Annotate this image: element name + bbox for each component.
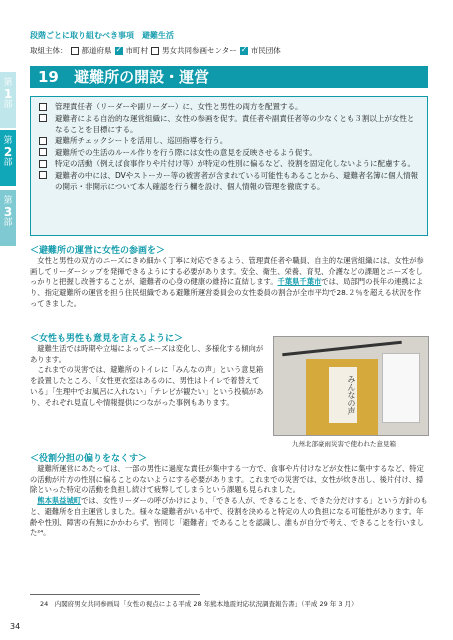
subject-label: 取組主体：: [30, 46, 68, 55]
checkbox-icon: [39, 114, 47, 122]
side-tab-part2[interactable]: 第 2 部: [0, 130, 16, 186]
opinion-box-label: みんなの声: [329, 367, 357, 423]
subject-row: 取組主体： 都道府県 ✓ 市町村 男女共同参画センター ✓ 市民団体: [30, 45, 430, 56]
checklist-item: 避難者による自治的な運営組織に、女性の参画を促す。責任者や副責任者等の少なくとも３割以上が女性となることを目標にする。: [39, 113, 419, 135]
subject-checkbox-prefecture: [71, 47, 79, 55]
section3-body: 避難所運営にあたっては、一部の男性に過度な責任が集中する一方で、食事や片付けなどが女性に集中するなど、特定の活動が片方の性別に偏ることのないようにする必要があります。これまでの災害では、女性が炊き出し、後片付け、掃除といった特定の活動を負担し続けて疲弊してしまうという課題も見られました。 熊本県益城町では、女性リーダーの呼びかけにより、「できる人が、できることを、できた分だけする」という方針のもと、避難所を自主運営しました。様々な避難者がいる中で、役割を決めると特定の人の負担になる可能性があります。年齢や性別、障害の有無にかかわらず、皆同じ「避難者」であることを認識し、誰もが自分で考え、できることを行いました²⁴。: [30, 464, 428, 538]
paper-sheet: [382, 353, 420, 423]
chiba-link[interactable]: 千葉県千葉市: [277, 277, 322, 287]
checklist-item: 避難者の中には、DVやストーカー等の被害者が含まれている可能性もあることから、避難者名簿に個人情報の開示・非開示について本人確認を行う欄を設け、個人情報の管理を徹底する。: [39, 170, 419, 192]
footnote-divider: [30, 594, 200, 595]
stage-heading: 段階ごとに取り組むべき事項 避難生活: [30, 31, 174, 40]
page-title: 19 避難所の開設・運営: [30, 66, 428, 88]
section2-heading: ＜女性も男性も意見を言えるように＞: [30, 334, 184, 344]
checklist-item: 管理責任者（リーダーや副リーダー）に、女性と男性の両方を配置する。: [39, 101, 419, 112]
section1-body: 女性と男性の双方のニーズにきめ細かく丁寧に対応できるよう、管理責任者や職員、自主的な運営組織には、女性が参画してリーダーシップを発揮できるようにする必要があります。安全、衛生、栄養、育児、介護などの課題とニーズをしっかりと把握し改善することが、避難者の心身の健康の維持に直結します。千葉県千葉市では、局部門の長年の連携により、指定避難所の運営を担う住民組織である避難所運営委員会の女性委員の割合が全市平均で28.２％を超える状況を作ってきました。: [30, 256, 424, 308]
subject-checkbox-citizen-group: [240, 47, 248, 55]
checkbox-icon: [39, 103, 47, 111]
section3-heading: ＜役割分担の偏りをなくす＞: [30, 454, 148, 464]
checklist-box: [30, 96, 428, 236]
checkbox-icon: [39, 137, 47, 145]
opinion-box-photo: [273, 336, 429, 436]
checklist-item: 特定の活動（例えば食事作りや片付け等）が特定の性別に偏るなど、役割を固定化しないように配慮する。: [39, 158, 419, 169]
checkbox-icon: [39, 148, 47, 156]
section2-body: 避難生活では時期や立場によってニーズは変化し、多様化する傾向があります。 これまでの災害では、避難所のトイレに「みんなの声」という意見箱を設置したところ、「女性更衣室はあるのに、男性はトイレで着替えている」「生理中でお風呂に入れない」「テレビが観たい」という投稿があり、それぞれ見直しや情報提供につながった事例もあります。: [30, 344, 264, 407]
checklist-item: 避難所での生活のルール作りを行う際には女性の意見を反映させるよう促す。: [39, 147, 419, 158]
section1-heading: ＜避難所の運営に女性の参画を＞: [30, 246, 166, 256]
subject-checkbox-municipality: [115, 47, 123, 55]
page-header: [30, 30, 430, 56]
checkbox-icon: [39, 171, 47, 179]
page-number: 34: [10, 622, 21, 631]
footnote: 24 内閣府男女共同参画局「女性の視点による平成 28 年熊本地震対応状況調査報告書」（平成 29 年 3 月）: [40, 600, 358, 608]
side-tab-part3[interactable]: 第 3 部: [0, 190, 16, 246]
checklist-item: 避難所チェックシートを活用し、巡回指導を行う。: [39, 135, 419, 146]
subject-checkbox-center: [151, 47, 159, 55]
photo-caption: 九州北部豪雨災害で使われた意見箱: [292, 440, 396, 448]
checkbox-icon: [39, 160, 47, 168]
mashiki-link[interactable]: 熊本県益城町: [37, 496, 82, 506]
side-tab-part1[interactable]: 第 1 部: [0, 72, 16, 128]
